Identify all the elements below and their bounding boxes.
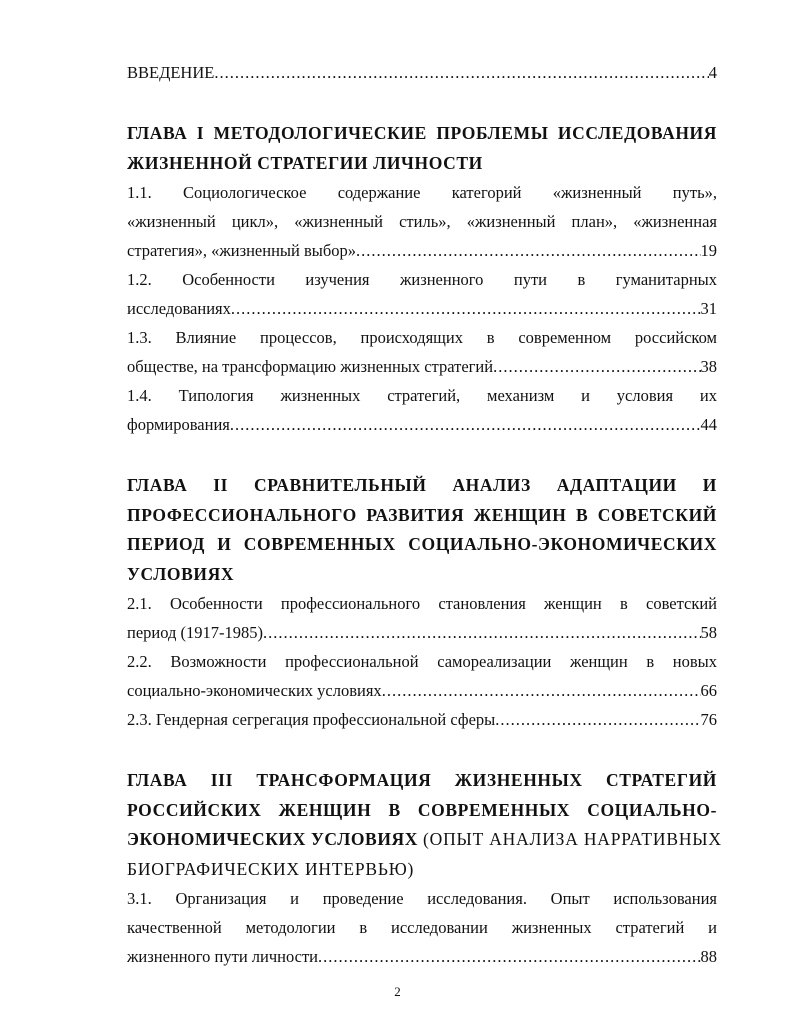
dot-leader bbox=[214, 58, 708, 87]
toc-entry-line: качественной методологии в исследовании жизненных стратегий и bbox=[127, 918, 717, 937]
toc-page-number: 76 bbox=[700, 710, 717, 729]
toc-entry-label: формирования bbox=[127, 415, 230, 434]
toc-entry-line: 2.2. Возможности профессиональной самореализации женщин в новых bbox=[127, 652, 717, 671]
toc-page-number: 4 bbox=[708, 63, 717, 82]
toc-entry-section-1-1 bbox=[127, 236, 717, 265]
toc-entry-section-2-1 bbox=[127, 618, 717, 647]
chapter-heading-line: ПРОФЕССИОНАЛЬНОГО РАЗВИТИЯ ЖЕНЩИН В СОВЕТСКИЙ bbox=[127, 504, 717, 525]
chapter-heading-subtitle: (ОПЫТ АНАЛИЗА НАРРАТИВНЫХ bbox=[423, 829, 722, 849]
toc-entry-line: 1.1. Социологическое содержание категорий «жизненный путь», bbox=[127, 183, 717, 202]
dot-leader bbox=[356, 236, 701, 265]
toc-page-number: 38 bbox=[700, 357, 717, 376]
toc-entry-label: период (1917-1985) bbox=[127, 623, 264, 642]
toc-entry-line: 1.2. Особенности изучения жизненного пути в гуманитарных bbox=[127, 270, 717, 289]
chapter-heading-bold-part: ЭКОНОМИЧЕСКИХ УСЛОВИЯХ bbox=[127, 829, 419, 849]
chapter-heading-line: ПЕРИОД И СОВРЕМЕННЫХ СОЦИАЛЬНО-ЭКОНОМИЧЕСКИХ bbox=[127, 534, 717, 554]
toc-entry-line: 1.4. Типология жизненных стратегий, механизм и условия их bbox=[127, 386, 717, 405]
toc-page-number: 66 bbox=[700, 681, 717, 700]
toc-entry-label: жизненного пути личности bbox=[127, 947, 319, 966]
toc-entry-line: «жизненный цикл», «жизненный стиль», «жизненный план», «жизненная bbox=[127, 212, 717, 231]
toc-entry-line: 2.1. Особенности профессионального становления женщин в советский bbox=[127, 594, 717, 613]
toc-entry-section-2-2 bbox=[127, 676, 717, 705]
dot-leader bbox=[230, 410, 701, 439]
toc-entry-label: 2.3. Гендерная сегрегация профессиональной сферы bbox=[127, 710, 496, 729]
chapter-heading-line: РОССИЙСКИХ ЖЕНЩИН В СОВРЕМЕННЫХ СОЦИАЛЬНО- bbox=[127, 799, 717, 820]
toc-entry-line: 3.1. Организация и проведение исследования. Опыт использования bbox=[127, 889, 717, 908]
chapter-heading-line: ГЛАВА III ТРАНСФОРМАЦИЯ ЖИЗНЕННЫХ СТРАТЕГИЙ bbox=[127, 770, 717, 790]
toc-entry-line: 1.3. Влияние процессов, происходящих в современном российском bbox=[127, 328, 717, 347]
table-of-contents bbox=[127, 58, 722, 971]
chapter-heading-line: ГЛАВА II СРАВНИТЕЛЬНЫЙ АНАЛИЗ АДАПТАЦИИ И bbox=[127, 475, 717, 495]
dot-leader bbox=[231, 294, 701, 323]
toc-entry-label: социально-экономических условиях bbox=[127, 681, 382, 700]
chapter-heading-line: УСЛОВИЯХ bbox=[127, 563, 235, 584]
page-number: 2 bbox=[394, 984, 401, 999]
toc-entry-section-1-4 bbox=[127, 410, 717, 439]
toc-entry-label: ВВЕДЕНИЕ bbox=[127, 63, 215, 82]
chapter-heading-line: ГЛАВА I МЕТОДОЛОГИЧЕСКИЕ ПРОБЛЕМЫ ИССЛЕДОВАНИЯ bbox=[127, 123, 717, 143]
toc-page-number: 19 bbox=[700, 241, 717, 260]
toc-entry-section-3-1 bbox=[127, 942, 717, 971]
toc-entry-label: исследованиях bbox=[127, 299, 231, 318]
toc-page-number: 31 bbox=[700, 299, 717, 318]
toc-page-number: 44 bbox=[700, 415, 717, 434]
toc-page-number: 88 bbox=[700, 947, 717, 966]
toc-entry-section-1-2 bbox=[127, 294, 717, 323]
toc-page-number: 58 bbox=[700, 623, 717, 642]
dot-leader bbox=[318, 942, 700, 971]
toc-entry-section-1-3 bbox=[127, 352, 717, 381]
toc-entry-label: обществе, на трансформацию жизненных стратегий bbox=[127, 357, 494, 376]
toc-entry-introduction bbox=[127, 58, 717, 87]
chapter-heading-line: ЖИЗНЕННОЙ СТРАТЕГИИ ЛИЧНОСТИ bbox=[127, 152, 483, 173]
dot-leader bbox=[263, 618, 700, 647]
toc-entry-section-2-3 bbox=[127, 705, 717, 734]
chapter-heading-subtitle-line: БИОГРАФИЧЕСКИХ ИНТЕРВЬЮ) bbox=[127, 858, 415, 879]
dot-leader bbox=[493, 352, 700, 381]
toc-entry-label: стратегия», «жизненный выбор» bbox=[127, 241, 356, 260]
chapter-heading-line bbox=[127, 825, 722, 855]
dot-leader bbox=[382, 676, 701, 705]
dot-leader bbox=[495, 705, 700, 734]
